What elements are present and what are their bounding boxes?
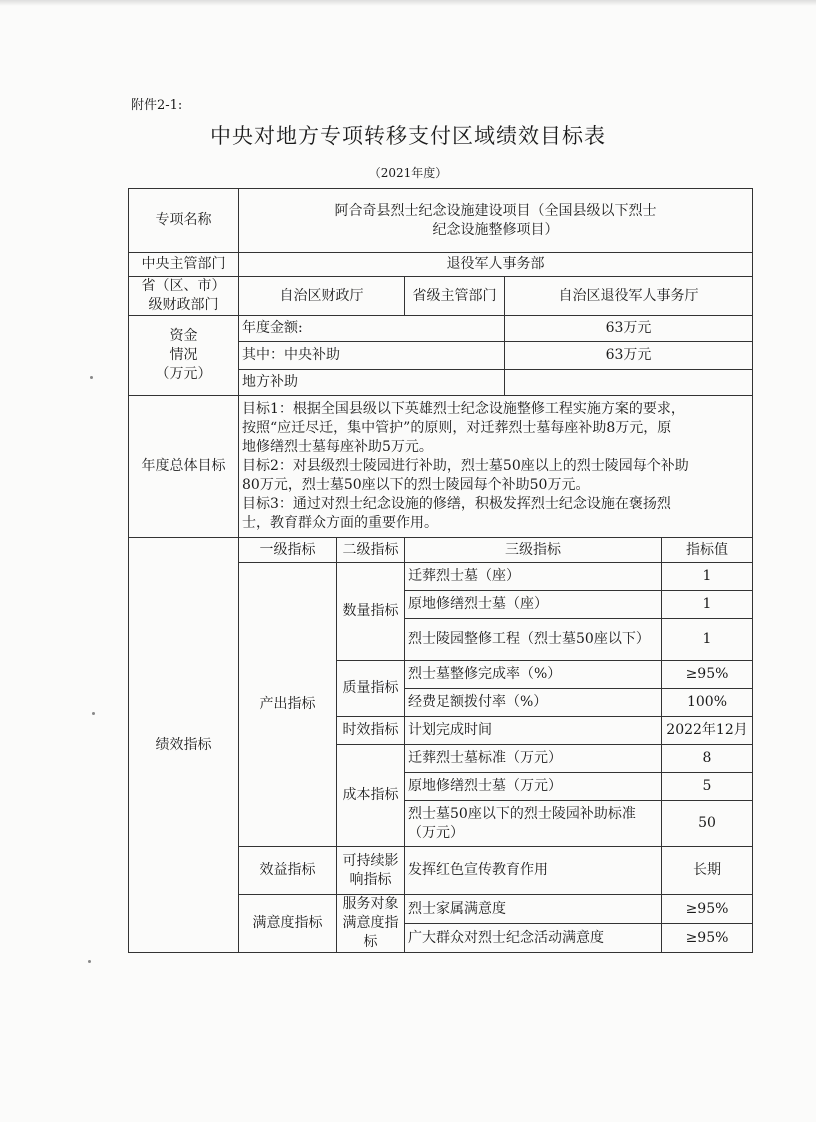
label-line: 省（区、市） — [141, 278, 226, 294]
central-dept-row — [129, 253, 753, 277]
quantity-label: 数量指标 — [337, 563, 405, 661]
indicator-value: 2022年12月 — [662, 717, 753, 745]
funds-central-label: 其中：中央补助 — [239, 342, 505, 370]
benefit-label: 效益指标 — [239, 847, 337, 895]
goal-line: 地修缮烈士墓每座补助5万元。 — [242, 439, 433, 455]
indicator-value: 5 — [662, 773, 753, 801]
indicators-label: 绩效指标 — [129, 538, 239, 953]
goal-line: 目标1：根据全国县级以下英雄烈士纪念设施整修工程实施方案的要求， — [242, 401, 685, 417]
indicator-value: ≥95% — [662, 895, 753, 924]
indicator-value: 100% — [662, 689, 753, 717]
goal-line: 士，教育群众方面的重要作用。 — [242, 515, 438, 531]
project-name-line: 阿合奇县烈士纪念设施建设项目（全国县级以下烈士 — [334, 202, 657, 219]
indicator-name: 烈士家属满意度 — [405, 895, 662, 924]
funds-local-label: 地方补助 — [239, 370, 505, 396]
header-level3: 三级指标 — [405, 538, 662, 563]
header-value: 指标值 — [662, 538, 753, 563]
label-line: 情况 — [169, 347, 198, 363]
provincial-dept-label: 省级主管部门 — [405, 277, 505, 316]
goal-line: 目标3：通过对烈士纪念设施的修缮，积极发挥烈士纪念设施在褒扬烈 — [242, 496, 671, 512]
indicator-name: 迁葬烈士墓（座） — [405, 563, 662, 591]
satisfaction-sub-label: 服务对象满意度指标 — [337, 895, 405, 953]
provincial-row — [129, 277, 753, 316]
indicator-name: 原地修缮烈士墓（万元） — [405, 773, 662, 801]
label-line: （万元） — [155, 366, 212, 382]
indicator-value: 1 — [662, 619, 753, 661]
label-line: 级财政部门 — [148, 297, 219, 313]
satisfaction-label: 满意度指标 — [239, 895, 337, 953]
indicator-name: 发挥红色宣传教育作用 — [405, 847, 662, 895]
goals-label: 年度总体目标 — [129, 396, 239, 538]
indicator-name: 烈士墓50座以下的烈士陵园补助标准（万元） — [405, 801, 662, 847]
goal-line: 目标2：对县级烈士陵园进行补助，烈士墓50座以上的烈士陵园每个补助 — [242, 458, 689, 474]
cost-label: 成本指标 — [337, 745, 405, 847]
indicator-value: 长期 — [662, 847, 753, 895]
header-level1: 一级指标 — [239, 538, 337, 563]
label-line: 资金 — [169, 328, 198, 344]
indicator-value: ≥95% — [662, 661, 753, 689]
scan-speck — [92, 712, 95, 715]
attachment-label: 附件2-1: — [131, 98, 183, 113]
scan-speck — [90, 376, 93, 379]
timeliness-label: 时效指标 — [337, 717, 405, 745]
benefit-sub-label: 可持续影响指标 — [337, 847, 405, 895]
funds-annual-value: 63万元 — [505, 316, 753, 342]
indicator-name: 广大群众对烈士纪念活动满意度 — [405, 924, 662, 953]
indicator-name: 计划完成时间 — [405, 717, 662, 745]
indicator-value: ≥95% — [662, 924, 753, 953]
indicator-name: 原地修缮烈士墓（座） — [405, 591, 662, 619]
project-row — [129, 189, 753, 253]
indicator-name: 经费足额拨付率（%） — [405, 689, 662, 717]
central-dept-value: 退役军人事务部 — [239, 253, 753, 277]
document-title: 中央对地方专项转移支付区域绩效目标表 — [210, 124, 606, 148]
provincial-dept-value: 自治区退役军人事务厅 — [505, 277, 753, 316]
funds-local-value — [505, 370, 753, 396]
quality-label: 质量指标 — [337, 661, 405, 717]
scan-speck — [88, 960, 91, 963]
goal-line: 按照“应迁尽迁，集中管护”的原则，对迁葬烈士墓每座补助8万元，原 — [242, 420, 672, 436]
project-label: 专项名称 — [129, 189, 239, 253]
indicator-name: 迁葬烈士墓标准（万元） — [405, 745, 662, 773]
document-year: （2021年度） — [368, 166, 448, 180]
provincial-finance-value: 自治区财政厅 — [239, 277, 405, 316]
indicator-value: 1 — [662, 591, 753, 619]
provincial-finance-label — [129, 277, 239, 316]
goals-text — [239, 396, 753, 538]
funds-annual-row — [129, 316, 753, 342]
project-name-line: 纪念设施整修项目） — [432, 221, 559, 238]
output-label: 产出指标 — [239, 563, 337, 847]
funds-label — [129, 316, 239, 396]
funds-central-value: 63万元 — [505, 342, 753, 370]
goals-row — [129, 396, 753, 538]
indicator-value: 8 — [662, 745, 753, 773]
central-dept-label: 中央主管部门 — [129, 253, 239, 277]
goal-line: 80万元，烈士墓50座以下的烈士陵园每个补助50万元。 — [242, 477, 590, 493]
scan-edge-shadow — [0, 0, 816, 6]
indicator-value: 1 — [662, 563, 753, 591]
project-name — [239, 189, 753, 253]
performance-target-table — [128, 188, 753, 953]
indicator-name: 烈士陵园整修工程（烈士墓50座以下） — [405, 619, 662, 661]
header-level2: 二级指标 — [337, 538, 405, 563]
funds-annual-label: 年度金额: — [239, 316, 505, 342]
indicator-header-row — [129, 538, 753, 563]
indicator-value: 50 — [662, 801, 753, 847]
indicator-name: 烈士墓整修完成率（%） — [405, 661, 662, 689]
